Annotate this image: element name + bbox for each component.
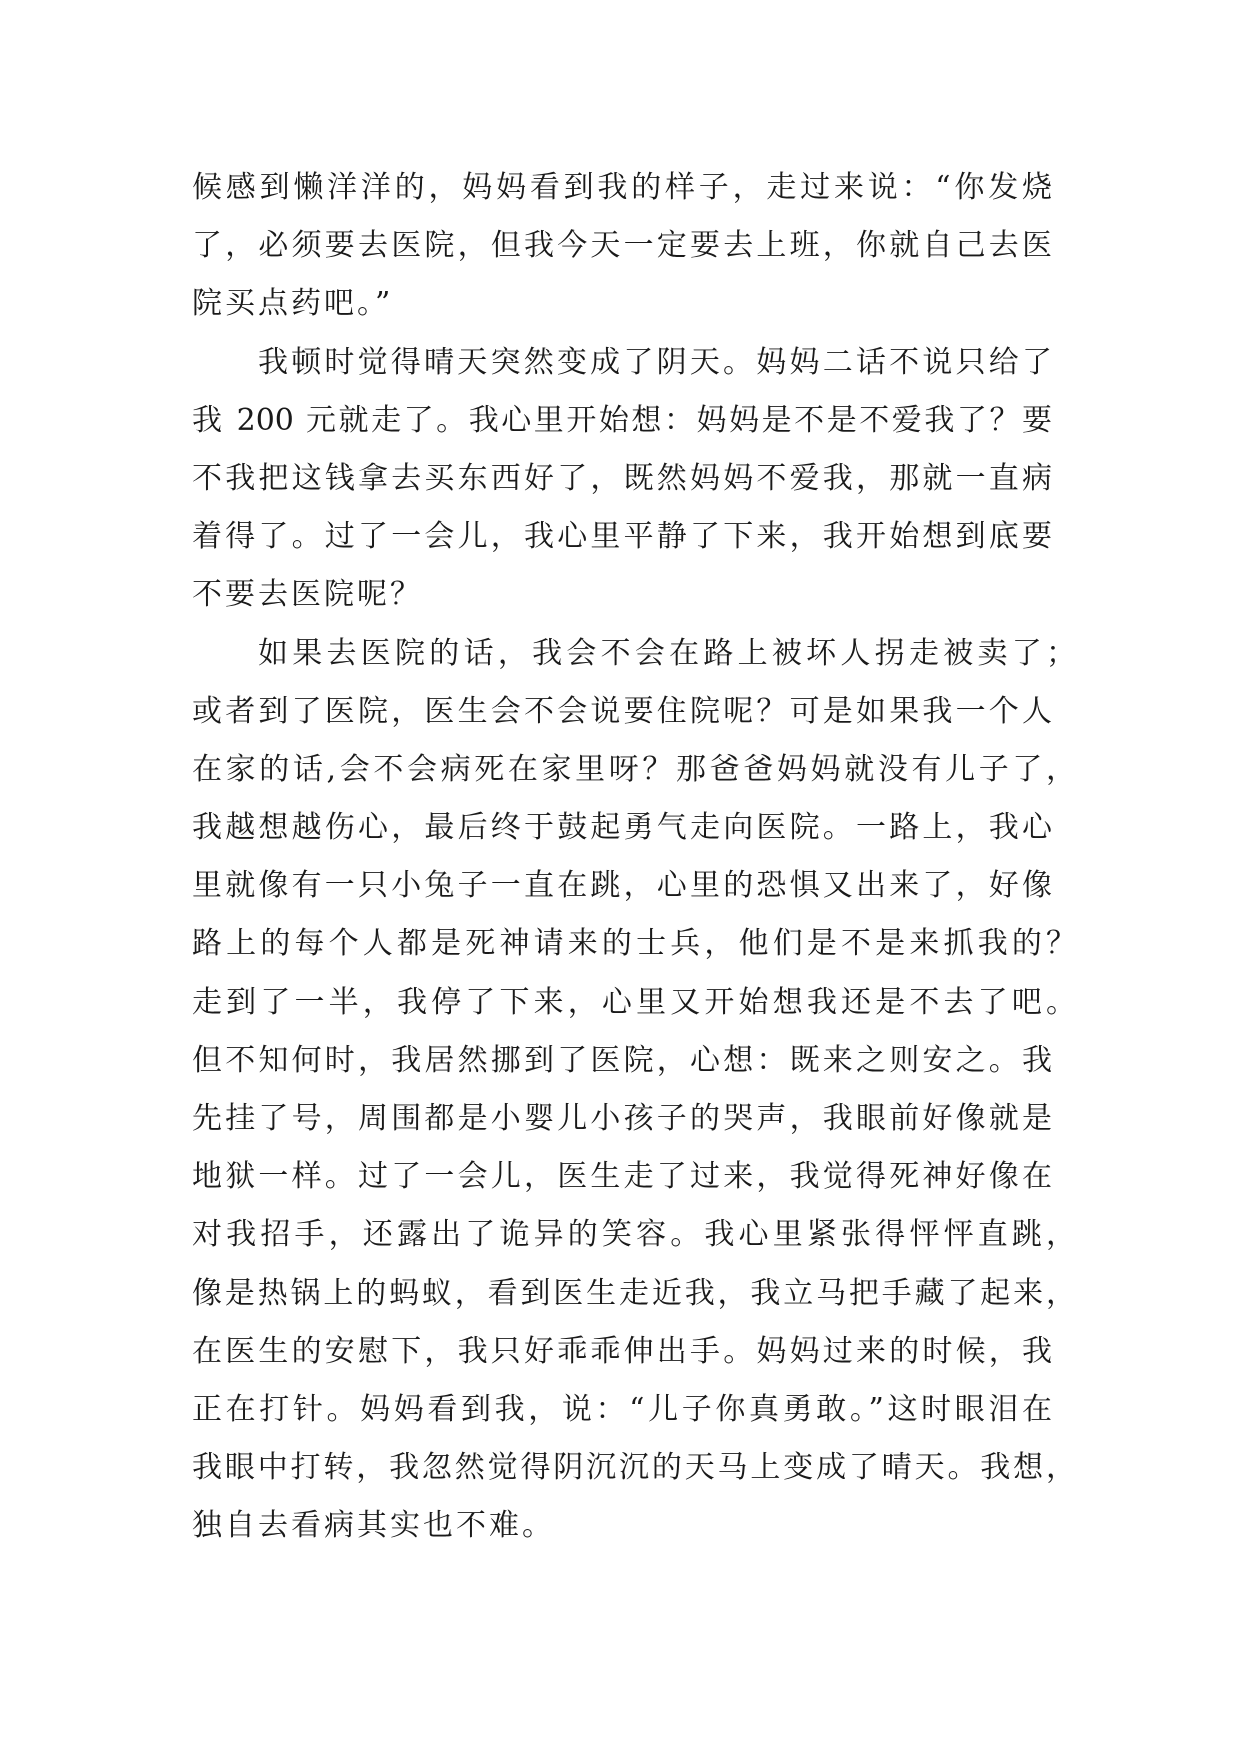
text-line: 但不知何时，我居然挪到了医院，心想：既来之则安之。我 — [192, 1042, 1052, 1078]
text-line: 不我把这钱拿去买东西好了，既然妈妈不爱我，那就一直病 — [192, 460, 1052, 496]
text-line: 在医生的安慰下，我只好乖乖伸出手。妈妈过来的时候，我 — [192, 1333, 1052, 1369]
text-line: 里就像有一只小兔子一直在跳，心里的恐惧又出来了，好像 — [192, 868, 1052, 904]
text-line: 路上的每个人都是死神请来的士兵，他们是不是来抓我的？ — [192, 926, 1076, 962]
paragraph — [192, 159, 1052, 334]
text-line: 如果去医院的话，我会不会在路上被坏人拐走被卖了； — [258, 635, 1076, 671]
text-line: 我眼中打转，我忽然觉得阴沉沉的天马上变成了晴天。我想， — [192, 1450, 1076, 1486]
text-line: 候感到懒洋洋的，妈妈看到我的样子，走过来说：“你发烧 — [192, 170, 1052, 205]
text-line: 院买点药吧。” — [192, 286, 394, 322]
text-line: 我越想越伤心，最后终于鼓起勇气走向医院。一路上，我心 — [192, 810, 1052, 846]
text-line: 正在打针。妈妈看到我，说：“儿子你真勇敢。”这时眼泪在 — [192, 1391, 1052, 1427]
paragraph — [192, 334, 1052, 625]
text-line: 在家的话,会不会病死在家里呀？那爸爸妈妈就没有儿子了， — [192, 751, 1076, 787]
text-line: 独自去看病其实也不难。 — [192, 1508, 555, 1544]
text-line: 了，必须要去医院，但我今天一定要去上班，你就自己去医 — [192, 228, 1052, 264]
text-line: 或者到了医院，医生会不会说要住院呢？可是如果我一个人 — [192, 693, 1052, 729]
text-line: 对我招手，还露出了诡异的笑容。我心里紧张得怦怦直跳， — [192, 1217, 1076, 1253]
text-line: 像是热锅上的蚂蚁，看到医生走近我，我立马把手藏了起来， — [192, 1275, 1076, 1311]
text-line: 先挂了号，周围都是小婴儿小孩子的哭声，我眼前好像就是 — [192, 1101, 1052, 1136]
text-line: 我 200 元就走了。我心里开始想：妈妈是不是不爱我了？要 — [192, 402, 1052, 438]
text-line: 走到了一半，我停了下来，心里又开始想我还是不去了吧。 — [192, 984, 1076, 1020]
text-line: 我顿时觉得晴天突然变成了阴天。妈妈二话不说只给了 — [258, 344, 1052, 380]
text-line: 着得了。过了一会儿，我心里平静了下来，我开始想到底要 — [192, 519, 1052, 555]
paragraph — [192, 625, 1076, 1556]
text-line: 不要去医院呢？ — [192, 577, 423, 613]
body-text — [192, 159, 1076, 1556]
text-line: 地狱一样。过了一会儿，医生走了过来，我觉得死神好像在 — [192, 1159, 1052, 1195]
